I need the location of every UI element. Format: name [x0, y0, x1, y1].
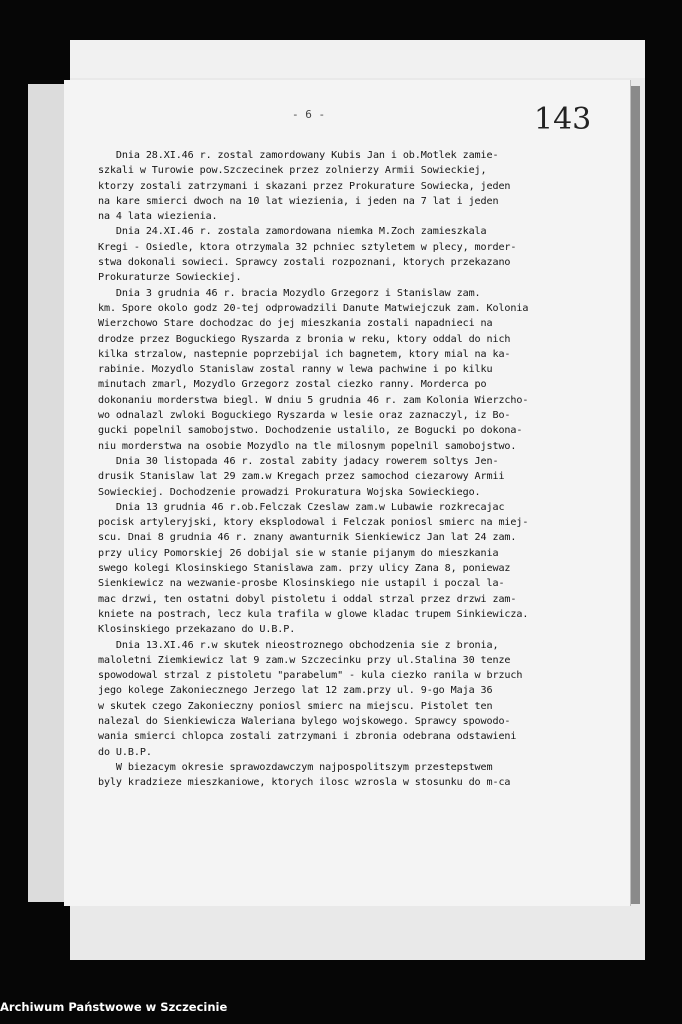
text-line: mac drzwi, ten ostatni dobyl pistoletu i oddal strzal przez drzwi zam- [98, 593, 517, 605]
text-line: stwa dokonali sowieci. Sprawcy zostali rozpoznani, ktorych przekazano [98, 257, 511, 269]
text-line: Dnia 28.XI.46 r. zostal zamordowany Kubis Jan i ob.Motlek zamie- [98, 150, 499, 161]
folio-number: 143 [534, 102, 592, 137]
text-line: na kare smierci dwoch na 10 lat wiezienia, i jeden na 7 lat i jeden [98, 195, 499, 207]
text-line: Dnia 30 listopada 46 r. zostal zabity jadacy rowerem soltys Jen- [98, 455, 499, 467]
text-line: Wierzchowo Stare dochodzac do jej mieszkania zostali napadnieci na [98, 318, 493, 330]
text-line: Dnia 13 grudnia 46 r.ob.Felczak Czeslaw zam.w Lubawie rozkrecajac [98, 501, 505, 513]
text-line: Klosinskiego przekazano do U.B.P. [98, 624, 296, 636]
text-line: scu. Dnai 8 grudnia 46 r. znany awanturnik Sienkiewicz Jan lat 24 zam. [98, 532, 517, 544]
text-line: niu morderstwa na osobie Mozydlo na tle milosnym popelnil samobojstwo. [98, 440, 517, 452]
text-line: kniete na postrach, lecz kula trafila w glowe kladac trupem Sinkiewicza. [98, 608, 529, 620]
text-line: w skutek czego Zakonieczny poniosl smierc na miejscu. Pistolet ten [98, 700, 493, 712]
text-line: Dnia 13.XI.46 r.w skutek nieostroznego obchodzenia sie z bronia, [98, 639, 499, 651]
text-line: pocisk artyleryjski, ktory eksplodowal i Felczak poniosl smierc na miej- [98, 517, 529, 529]
text-line: gucki popelnil samobojstwo. Dochodzenie ustalilo, ze Bogucki po dokona- [98, 425, 523, 437]
document-body [98, 148, 628, 790]
text-line: swego kolegi Klosinskiego Stanislawa zam. przy ulicy Zana 8, poniewaz [98, 563, 511, 575]
text-line: minutach zmarl, Mozydlo Grzegorz zostal ciezko ranny. Morderca po [98, 379, 487, 391]
text-line: km. Spore okolo godz 20-tej odprowadzili Danute Matwiejczuk zam. Kolonia [98, 302, 529, 314]
background-page-top [70, 40, 645, 78]
text-line: W biezacym okresie sprawozdawczym najpospolitszym przestepstwem [98, 761, 493, 773]
page-number: - 6 - [292, 108, 326, 121]
text-line: Sienkiewicz na wezwanie-prosbe Klosinskiego nie ustapil i poczal la- [98, 578, 505, 590]
left-page-strip [28, 84, 64, 902]
document-page [64, 80, 630, 906]
text-line: Kregi - Osiedle, ktora otrzymala 32 pchniec sztyletem w plecy, morder- [98, 241, 517, 253]
text-line: Sowieckiej. Dochodzenie prowadzi Prokuratura Wojska Sowieckiego. [98, 486, 481, 498]
text-line: maloletni Ziemkiewicz lat 9 zam.w Szczecinku przy ul.Stalina 30 tenze [98, 654, 511, 666]
archive-footer-label: Archiwum Państwowe w Szczecinie [0, 1000, 228, 1014]
text-line: dokonaniu morderstwa biegl. W dniu 5 grudnia 46 r. zam Kolonia Wierzcho- [98, 394, 529, 406]
text-line: spowodowal strzal z pistoletu "parabelum" - kula ciezko ranila w brzuch [98, 670, 523, 682]
text-line: wo odnalazl zwloki Boguckiego Ryszarda w lesie oraz zaznaczyl, iz Bo- [98, 410, 511, 422]
text-line: Dnia 3 grudnia 46 r. bracia Mozydlo Grzegorz i Stanislaw zam. [98, 287, 481, 299]
text-line: drodze przez Boguckiego Ryszarda z bronia w reku, ktory oddal do nich [98, 333, 511, 345]
text-line: Dnia 24.XI.46 r. zostala zamordowana niemka M.Zoch zamieszkala [98, 226, 487, 238]
text-line: Prokuraturze Sowieckiej. [98, 272, 242, 284]
text-line: szkali w Turowie pow.Szczecinek przez zolnierzy Armii Sowieckiej, [98, 165, 487, 177]
text-line: nalezal do Sienkiewicza Waleriana bylego wojskowego. Sprawcy spowodo- [98, 715, 511, 727]
text-line: wania smierci chlopca zostali zatrzymani i zbronia odebrana odstawieni [98, 731, 517, 743]
text-line: jego kolege Zakoniecznego Jerzego lat 12 zam.przy ul. 9-go Maja 36 [98, 685, 493, 697]
text-line: kilka strzalow, nastepnie poprzebijal ich bagnetem, ktory mial na ka- [98, 348, 511, 360]
text-line: ktorzy zostali zatrzymani i skazani przez Prokurature Sowiecka, jeden [98, 180, 511, 192]
text-line: przy ulicy Pomorskiej 26 dobijal sie w stanie pijanym do mieszkania [98, 547, 499, 559]
text-line: na 4 lata wiezienia. [98, 211, 218, 223]
text-line: byly kradzieze mieszkaniowe, ktorych ilosc wzrosla w stosunku do m-ca [98, 777, 511, 789]
text-line: do U.B.P. [98, 746, 152, 758]
text-line: rabinie. Mozydlo Stanislaw zostal ranny w lewa pachwine i po kilku [98, 364, 493, 376]
text-line: drusik Stanislaw lat 29 zam.w Kregach przez samochod ciezarowy Armii [98, 471, 505, 483]
